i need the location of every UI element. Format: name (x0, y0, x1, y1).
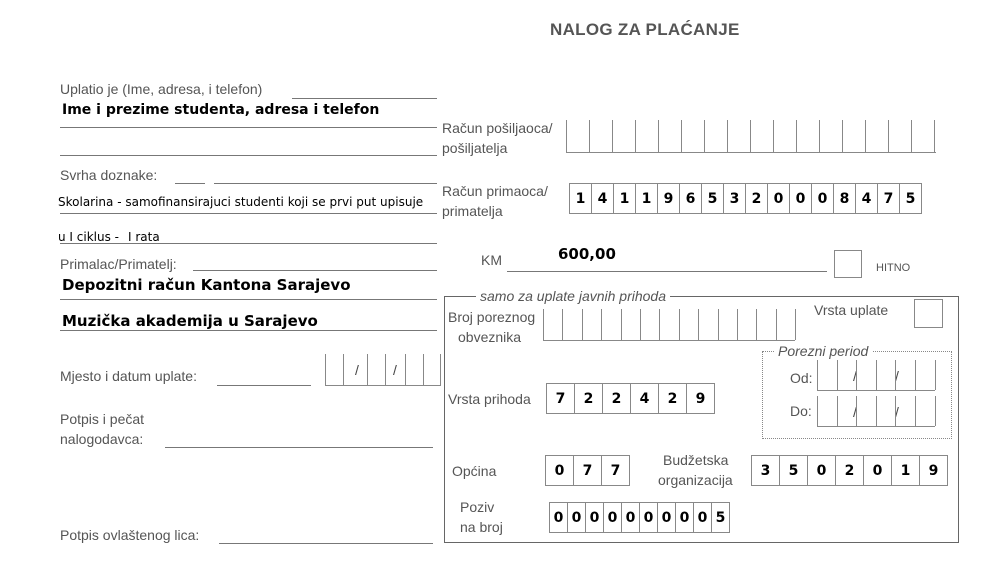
signature-official-label: Potpis ovlaštenog lica: (60, 527, 200, 543)
place-date-label: Mjesto i datum uplate: (60, 368, 197, 384)
field-tick (727, 120, 728, 152)
reference-label-2: na broj (460, 519, 503, 535)
field-tick (543, 309, 544, 340)
digit-cell[interactable]: 7 (573, 455, 602, 486)
recipient-line-1 (193, 270, 437, 271)
payer-line-1 (292, 98, 437, 99)
payer-line-3 (60, 155, 437, 156)
field-tick (704, 120, 705, 152)
payment-type-label: Vrsta uplate (814, 302, 889, 318)
payer-line-2 (60, 127, 437, 128)
digit-cell[interactable]: 7 (546, 383, 575, 414)
municipality-digits[interactable] (546, 455, 630, 486)
payment-type-box[interactable] (914, 299, 943, 328)
purpose-value-1[interactable]: Skolarina - samofinansirajuci studenti koji se prvi put upisuje (58, 195, 424, 209)
taxpayer-label-1: Broj poreznog (448, 309, 536, 325)
signature-payer-label-1: Potpis i pečat (60, 411, 145, 427)
signature-payer-label-2: nalogodavca: (60, 431, 144, 447)
field-tick (566, 120, 567, 152)
field-tick (817, 396, 818, 426)
digit-cell[interactable]: 0 (567, 502, 586, 533)
digit-cell[interactable]: 0 (863, 455, 892, 486)
taxpayer-label-2: obveznika (458, 329, 522, 345)
purpose-line-short (175, 183, 205, 184)
recipient-account-digits[interactable] (570, 183, 922, 214)
field-tick (837, 360, 838, 390)
field-tick (589, 120, 590, 152)
field-tick (737, 309, 738, 340)
sender-account-label-1: Račun pošiljaoca/ (442, 120, 553, 136)
amount-value[interactable]: 600,00 (558, 245, 616, 263)
payer-label: Uplatio je (Ime, adresa, i telefon) (60, 81, 263, 97)
date-slash-2: / (393, 362, 397, 378)
digit-cell[interactable]: 0 (639, 502, 658, 533)
field-tick (817, 360, 818, 390)
recipient-line-3 (60, 330, 437, 331)
amount-currency: KM (481, 252, 502, 268)
digit-cell[interactable]: 9 (657, 183, 680, 214)
field-tick (935, 396, 936, 426)
field-tick (856, 396, 857, 426)
digit-cell[interactable]: 8 (833, 183, 856, 214)
digit-cell[interactable]: 2 (602, 383, 631, 414)
digit-cell[interactable]: 7 (877, 183, 900, 214)
purpose-line-1 (214, 183, 437, 184)
signature-official-line[interactable] (219, 543, 433, 544)
sender-account-field[interactable] (566, 120, 936, 153)
field-tick (635, 120, 636, 152)
field-tick (659, 309, 660, 340)
revenue-type-digits[interactable] (547, 383, 715, 414)
field-tick (876, 360, 877, 390)
digit-cell[interactable]: 2 (574, 383, 603, 414)
digit-cell[interactable]: 7 (601, 455, 630, 486)
urgent-checkbox[interactable] (834, 250, 862, 278)
recipient-line-2 (60, 299, 437, 300)
digit-cell[interactable]: 0 (675, 502, 694, 533)
digit-cell[interactable]: 0 (585, 502, 604, 533)
digit-cell[interactable]: 2 (658, 383, 687, 414)
digit-cell[interactable]: 5 (711, 502, 730, 533)
budget-org-digits[interactable] (752, 455, 948, 486)
purpose-value-2a[interactable]: u I ciklus - (58, 230, 119, 244)
signature-payer-line[interactable] (165, 447, 433, 448)
digit-cell[interactable]: 1 (891, 455, 920, 486)
digit-cell[interactable]: 4 (591, 183, 614, 214)
field-tick (679, 309, 680, 340)
payer-value[interactable]: Ime i prezime studenta, adresa i telefon (62, 102, 380, 118)
digit-cell[interactable]: 0 (603, 502, 622, 533)
recipient-account-label-2: primatelja (442, 203, 503, 219)
purpose-line-3 (60, 243, 437, 244)
revenue-type-label: Vrsta prihoda (448, 391, 531, 407)
field-tick (601, 309, 602, 340)
tax-period-legend: Porezni period (774, 343, 872, 359)
tax-period-to-field[interactable] (817, 396, 935, 427)
date-slash-1: / (355, 362, 359, 378)
field-tick (895, 396, 896, 426)
digit-cell[interactable]: 3 (723, 183, 746, 214)
field-tick (582, 309, 583, 340)
digit-cell[interactable]: 5 (779, 455, 808, 486)
field-tick (621, 309, 622, 340)
digit-cell[interactable]: 1 (569, 183, 592, 214)
digit-cell[interactable]: 2 (835, 455, 864, 486)
tax-period-from-label: Od: (790, 370, 813, 386)
field-tick (911, 120, 912, 152)
field-tick (842, 120, 843, 152)
budget-org-label-2: organizacija (658, 472, 733, 488)
purpose-line-2 (60, 213, 437, 214)
date-field[interactable] (325, 354, 441, 386)
recipient-value-1[interactable]: Depozitni račun Kantona Sarajevo (62, 276, 351, 294)
digit-cell[interactable]: 6 (679, 183, 702, 214)
from-slash-1: / (853, 368, 857, 384)
digit-cell[interactable]: 0 (657, 502, 676, 533)
digit-cell[interactable]: 9 (919, 455, 948, 486)
budget-org-label-1: Budžetska (663, 452, 729, 468)
taxpayer-field[interactable] (543, 309, 795, 341)
field-tick (698, 309, 699, 340)
digit-cell[interactable]: 4 (855, 183, 878, 214)
to-slash-2: / (895, 404, 899, 420)
urgent-label: HITNO (876, 262, 911, 274)
digit-cell[interactable]: 0 (545, 455, 574, 486)
field-tick (915, 360, 916, 390)
field-tick (796, 120, 797, 152)
field-tick (612, 120, 613, 152)
field-tick (865, 120, 866, 152)
field-tick (658, 120, 659, 152)
field-tick (773, 120, 774, 152)
sender-account-label-2: pošiljatelja (442, 140, 508, 156)
from-slash-2: / (895, 368, 899, 384)
field-tick (888, 120, 889, 152)
digit-cell[interactable]: 1 (613, 183, 636, 214)
field-tick (856, 360, 857, 390)
tax-period-from-field[interactable] (817, 360, 935, 391)
form-title: NALOG ZA PLAĆANJE (550, 20, 740, 39)
field-tick (935, 360, 936, 390)
field-tick (776, 309, 777, 340)
digit-cell[interactable]: 0 (621, 502, 640, 533)
amount-line (507, 271, 827, 272)
digit-cell[interactable]: 5 (701, 183, 724, 214)
digit-cell[interactable]: 0 (693, 502, 712, 533)
digit-cell[interactable]: 0 (789, 183, 812, 214)
digit-cell[interactable]: 4 (630, 383, 659, 414)
field-tick (915, 396, 916, 426)
reference-digits[interactable] (550, 502, 730, 533)
digit-cell[interactable]: 9 (686, 383, 715, 414)
digit-cell[interactable]: 0 (549, 502, 568, 533)
field-tick (681, 120, 682, 152)
digit-cell[interactable]: 5 (899, 183, 922, 214)
reference-label-1: Poziv (460, 499, 495, 515)
field-tick (640, 309, 641, 340)
to-slash-1: / (853, 404, 857, 420)
recipient-account-label-1: Račun primaoca/ (442, 183, 548, 199)
field-tick (795, 309, 796, 340)
purpose-label: Svrha doznake: (60, 167, 158, 183)
field-tick (837, 396, 838, 426)
place-line[interactable] (217, 385, 311, 386)
field-tick (819, 120, 820, 152)
field-tick (876, 396, 877, 426)
digit-cell[interactable]: 3 (751, 455, 780, 486)
digit-cell[interactable]: 1 (635, 183, 658, 214)
digit-cell[interactable]: 0 (767, 183, 790, 214)
purpose-value-2b[interactable]: I rata (128, 230, 160, 244)
recipient-value-2[interactable]: Muzička akademija u Sarajevo (62, 312, 318, 330)
field-tick (562, 309, 563, 340)
digit-cell[interactable]: 2 (745, 183, 768, 214)
digit-cell[interactable]: 0 (811, 183, 834, 214)
tax-period-to-label: Do: (790, 403, 812, 419)
digit-cell[interactable]: 0 (807, 455, 836, 486)
field-tick (934, 120, 935, 152)
municipality-label: Općina (452, 463, 497, 479)
recipient-label: Primalac/Primatelj: (60, 256, 177, 272)
public-revenue-legend: samo za uplate javnih prihoda (476, 288, 670, 304)
field-tick (756, 309, 757, 340)
field-tick (895, 360, 896, 390)
field-tick (750, 120, 751, 152)
field-tick (718, 309, 719, 340)
